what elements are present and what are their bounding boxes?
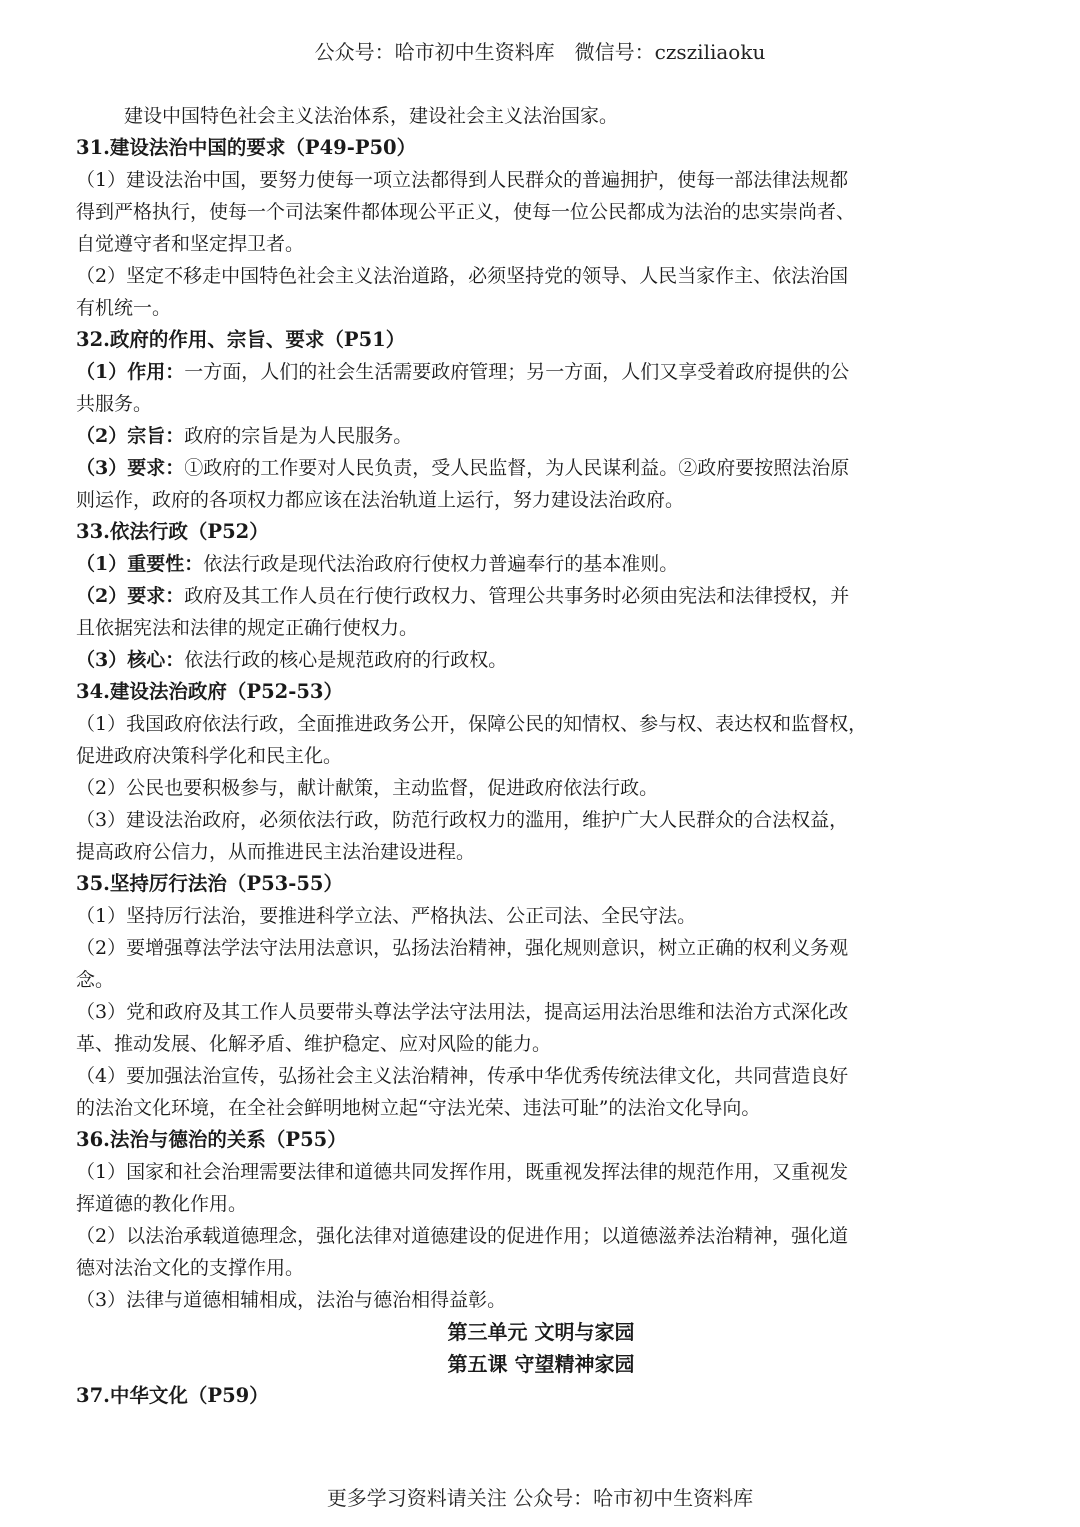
paragraph-line: 德对法治文化的支撑作用。 <box>76 1257 305 1279</box>
labeled-line <box>76 452 1006 484</box>
paragraph-line: 且依据宪法和法律的规定正确行使权力。 <box>76 617 419 639</box>
section-heading: 33.依法行政（P52） <box>76 520 269 543</box>
paragraph-line: 提高政府公信力，从而推进民主法治建设进程。 <box>76 841 476 863</box>
item-text: 依法行政的核心是规范政府的行政权。 <box>184 649 508 671</box>
item-label: （3）要求： <box>76 457 185 479</box>
document-body <box>76 100 1006 1412</box>
paragraph-line: 挥道德的教化作用。 <box>76 1193 248 1215</box>
item-label: （3）核心： <box>76 649 185 671</box>
labeled-line <box>76 548 1006 580</box>
section-heading: 34.建设法治政府（P52-53） <box>76 680 343 703</box>
item-text: 一方面，人们的社会生活需要政府管理；另一方面，人们又享受着政府提供的公 <box>184 361 850 383</box>
section-heading: 32.政府的作用、宗旨、要求（P51） <box>76 328 406 351</box>
item-label: （2）要求： <box>76 585 185 607</box>
unit-title: 第三单元 文明与家园 <box>447 1320 635 1344</box>
labeled-line <box>76 420 1006 452</box>
paragraph-line: （3）法律与道德相辅相成，法治与德治相得益彰。 <box>76 1289 507 1311</box>
section-heading: 35.坚持厉行法治（P53-55） <box>76 872 343 895</box>
item-text: 政府的宗旨是为人民服务。 <box>184 425 413 447</box>
section-heading: 36.法治与德治的关系（P55） <box>76 1128 347 1151</box>
item-label: （1）重要性： <box>76 553 204 575</box>
paragraph-line: （2）以法治承载道德理念，强化法律对道德建设的促进作用；以道德滋养法治精神，强化道 <box>76 1225 849 1247</box>
page-header: 公众号：哈市初中生资料库 微信号：czsziliaoku <box>314 40 766 64</box>
paragraph-line: （3）建设法治政府，必须依法行政，防范行政权力的滥用，维护广大人民群众的合法权益， <box>76 809 849 831</box>
unit-title: 第五课 守望精神家园 <box>447 1352 635 1376</box>
paragraph-line: （1）坚持厉行法治，要推进科学立法、严格执法、公正司法、全民守法。 <box>76 905 697 927</box>
paragraph-line: 得到严格执行，使每一个司法案件都体现公平正义，使每一位公民都成为法治的忠实崇尚者、 <box>76 201 856 223</box>
paragraph-line: 的法治文化环境，在全社会鲜明地树立起“守法光荣、违法可耻”的法治文化导向。 <box>76 1097 761 1119</box>
section-heading: 37.中华文化（P59） <box>76 1384 269 1407</box>
paragraph-line: 建设中国特色社会主义法治体系，建设社会主义法治国家。 <box>124 105 619 127</box>
paragraph-line: （3）党和政府及其工作人员要带头尊法学法守法用法，提高运用法治思维和法治方式深化改 <box>76 1001 849 1023</box>
labeled-line <box>76 580 1006 612</box>
item-label: （1）作用： <box>76 361 185 383</box>
paragraph-line: （2）坚定不移走中国特色社会主义法治道路，必须坚持党的领导、人民当家作主、依法治国 <box>76 265 849 287</box>
paragraph-line: （1）国家和社会治理需要法律和道德共同发挥作用，既重视发挥法律的规范作用，又重视发 <box>76 1161 849 1183</box>
paragraph-line: 有机统一。 <box>76 297 172 319</box>
paragraph-line: （2）要增强尊法学法守法用法意识，弘扬法治精神，强化规则意识，树立正确的权利义务观 <box>76 937 849 959</box>
paragraph-line: 自觉遵守者和坚定捍卫者。 <box>76 233 305 255</box>
item-text: 依法行政是现代法治政府行使权力普遍奉行的基本准则。 <box>203 553 679 575</box>
paragraph-line: （4）要加强法治宣传，弘扬社会主义法治精神，传承中华优秀传统法律文化，共同营造良好 <box>76 1065 849 1087</box>
item-label: （2）宗旨： <box>76 425 185 447</box>
paragraph-line: 念。 <box>76 969 115 991</box>
labeled-line <box>76 356 1006 388</box>
item-text: ①政府的工作要对人民负责，受人民监督，为人民谋利益。②政府要按照法治原 <box>184 457 850 479</box>
paragraph-line: （2）公民也要积极参与，献计献策，主动监督，促进政府依法行政。 <box>76 777 659 799</box>
paragraph-line: （1）建设法治中国，要努力使每一项立法都得到人民群众的普遍拥护，使每一部法律法规都 <box>76 169 849 191</box>
paragraph-line: 革、推动发展、化解矛盾、维护稳定、应对风险的能力。 <box>76 1033 552 1055</box>
paragraph-line: 促进政府决策科学化和民主化。 <box>76 745 343 767</box>
paragraph-line: 共服务。 <box>76 393 153 415</box>
item-text: 政府及其工作人员在行使行政权力、管理公共事务时必须由宪法和法律授权，并 <box>184 585 850 607</box>
labeled-line <box>76 644 1006 676</box>
paragraph-line: （1）我国政府依法行政，全面推进政务公开，保障公民的知情权、参与权、表达权和监督权， <box>76 713 868 735</box>
section-heading: 31.建设法治中国的要求（P49-P50） <box>76 136 417 159</box>
paragraph-line: 则运作，政府的各项权力都应该在法治轨道上运行，努力建设法治政府。 <box>76 489 685 511</box>
page-footer: 更多学习资料请关注 公众号：哈市初中生资料库 <box>326 1486 754 1510</box>
